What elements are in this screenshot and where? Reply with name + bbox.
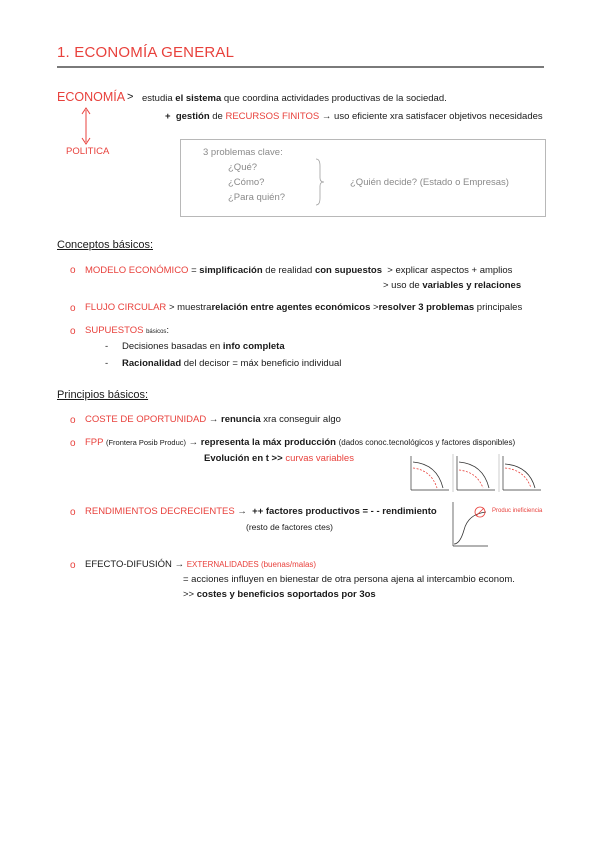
bullet-icon: o (70, 415, 76, 426)
efecto-line (85, 559, 316, 570)
text-frontera: (Frontera Posib Produc) (105, 438, 186, 447)
text-renuncia: renuncia (221, 414, 261, 425)
coste-line (85, 414, 341, 425)
text-gestion: gestión (175, 111, 210, 122)
flujo-label: FLUJO CIRCULAR (85, 302, 167, 313)
text-principales: principales (476, 302, 523, 313)
arrow-right-icon: → (188, 437, 199, 448)
text-costes-beneficios: costes y beneficios soportados por 3os (196, 589, 376, 600)
economia-gt: > (127, 91, 134, 103)
title-rule (57, 66, 544, 68)
bullet-icon: o (70, 438, 76, 449)
text-uso-de: > uso de (383, 280, 420, 291)
bullet-icon: o (70, 265, 76, 276)
problem-como: ¿Cómo? (228, 177, 265, 188)
text-el-sistema: el sistema (175, 93, 222, 104)
fpp-curves-figure (407, 452, 545, 494)
text-explicar: > explicar aspectos + amplios (387, 265, 513, 276)
text-colon: : (166, 325, 170, 336)
problem-para-quien: ¿Para quién? (228, 192, 286, 203)
text-gt: > (373, 302, 379, 313)
efecto-line2: = acciones influyen en bienestar de otra persona ajena al intercambio econom. (183, 574, 515, 585)
supuesto-dash-2: - (105, 358, 109, 369)
text-factores: ++ factores productivos = - - rendimiento (252, 506, 437, 517)
modelo-line2 (383, 280, 521, 291)
rendimientos-resto: (resto de factores ctes) (246, 522, 333, 532)
arrow-right-icon: → (174, 559, 185, 570)
rendimientos-line (85, 506, 437, 517)
rendimientos-curve-figure (450, 500, 490, 548)
economia-line2 (165, 111, 543, 122)
rendimientos-note: Produc ineficiencia (492, 508, 543, 514)
text-de-realidad: de realidad (265, 265, 313, 276)
text-info-completa: info completa (222, 341, 285, 352)
text-basicos: básicos (146, 329, 167, 335)
text-relacion: relación entre agentes económicos (211, 302, 371, 313)
text-decisiones: Decisiones basadas en (122, 341, 221, 352)
modelo-label: MODELO ECONÓMICO (85, 265, 189, 276)
coste-label: COSTE DE OPORTUNIDAD (85, 414, 207, 425)
modelo-line1 (85, 265, 512, 276)
problem-que: ¿Qué? (228, 162, 258, 173)
bullet-icon: o (70, 326, 76, 337)
text-muestra: > muestra (168, 302, 212, 313)
text-resolver: resolver 3 problemas (378, 302, 475, 313)
bullet-icon: o (70, 303, 76, 314)
text-decisor: del decisor = máx beneficio individual (183, 358, 342, 369)
economia-word: ECONOMÍA (57, 90, 126, 104)
rendimientos-label: RENDIMIENTOS DECRECIENTES (85, 506, 235, 517)
efecto-line3 (183, 589, 376, 600)
text-conseguir: xra conseguir algo (263, 414, 341, 425)
text-curvas-variables: curvas variables (285, 453, 354, 464)
text-externalidades: EXTERNALIDADES (buenas/malas) (186, 560, 317, 569)
fpp-evolucion (204, 453, 354, 464)
bullet-icon: o (70, 507, 76, 518)
fpp-line (85, 437, 515, 448)
text-dados: (dados conoc.tecnológicos y factores disponibles) (338, 438, 516, 447)
text-de: de (212, 111, 223, 122)
bullet-icon: o (70, 560, 76, 571)
supuestos-label: SUPUESTOS (85, 325, 144, 336)
text-coordina: que coordina actividades productivas de la sociedad. (223, 93, 447, 104)
text-variables: variables y relaciones (422, 280, 522, 291)
economia-line1 (142, 93, 447, 104)
text-evolucion: Evolución en t >> (204, 453, 283, 464)
text-estudia: estudia (142, 93, 173, 104)
double-arrow-icon (80, 106, 92, 146)
arrow-right-icon: → (208, 414, 219, 425)
politica-label: POLITICA (66, 146, 110, 157)
text-simplificacion: simplificación (199, 265, 263, 276)
text-uso-eficiente: → uso eficiente xra satisfacer objetivos necesidades (321, 111, 543, 122)
supuesto-dash-1: - (105, 341, 109, 352)
fpp-label: FPP (85, 437, 104, 448)
page-title: 1. ECONOMÍA GENERAL (57, 44, 235, 61)
text-eq: = (191, 265, 197, 276)
text-representa: representa la máx producción (200, 437, 336, 448)
efecto-label: EFECTO-DIFUSIÓN (85, 559, 172, 570)
text-racionalidad: Racionalidad (122, 358, 182, 369)
principios-heading: Principios básicos: (57, 389, 149, 401)
supuesto-item-2 (122, 358, 341, 369)
fpp-mini-chart-2 (457, 456, 495, 490)
arrow-right-icon: → (237, 506, 247, 517)
text-plus: + (165, 111, 171, 122)
text-gtgt: >> (183, 589, 195, 600)
text-recursos-finitos: RECURSOS FINITOS (225, 111, 320, 122)
fpp-mini-chart-3 (503, 456, 541, 490)
supuestos-line (85, 325, 169, 336)
conceptos-heading: Conceptos básicos: (57, 239, 153, 251)
fpp-mini-chart-1 (411, 456, 449, 490)
supuesto-item-1 (122, 341, 285, 352)
problems-header: 3 problemas clave: (203, 147, 283, 158)
flujo-line (85, 302, 522, 313)
text-con-supuestos: con supuestos (314, 265, 382, 276)
brace-icon (314, 158, 326, 206)
problem-quien-decide: ¿Quién decide? (Estado o Empresas) (350, 177, 509, 188)
